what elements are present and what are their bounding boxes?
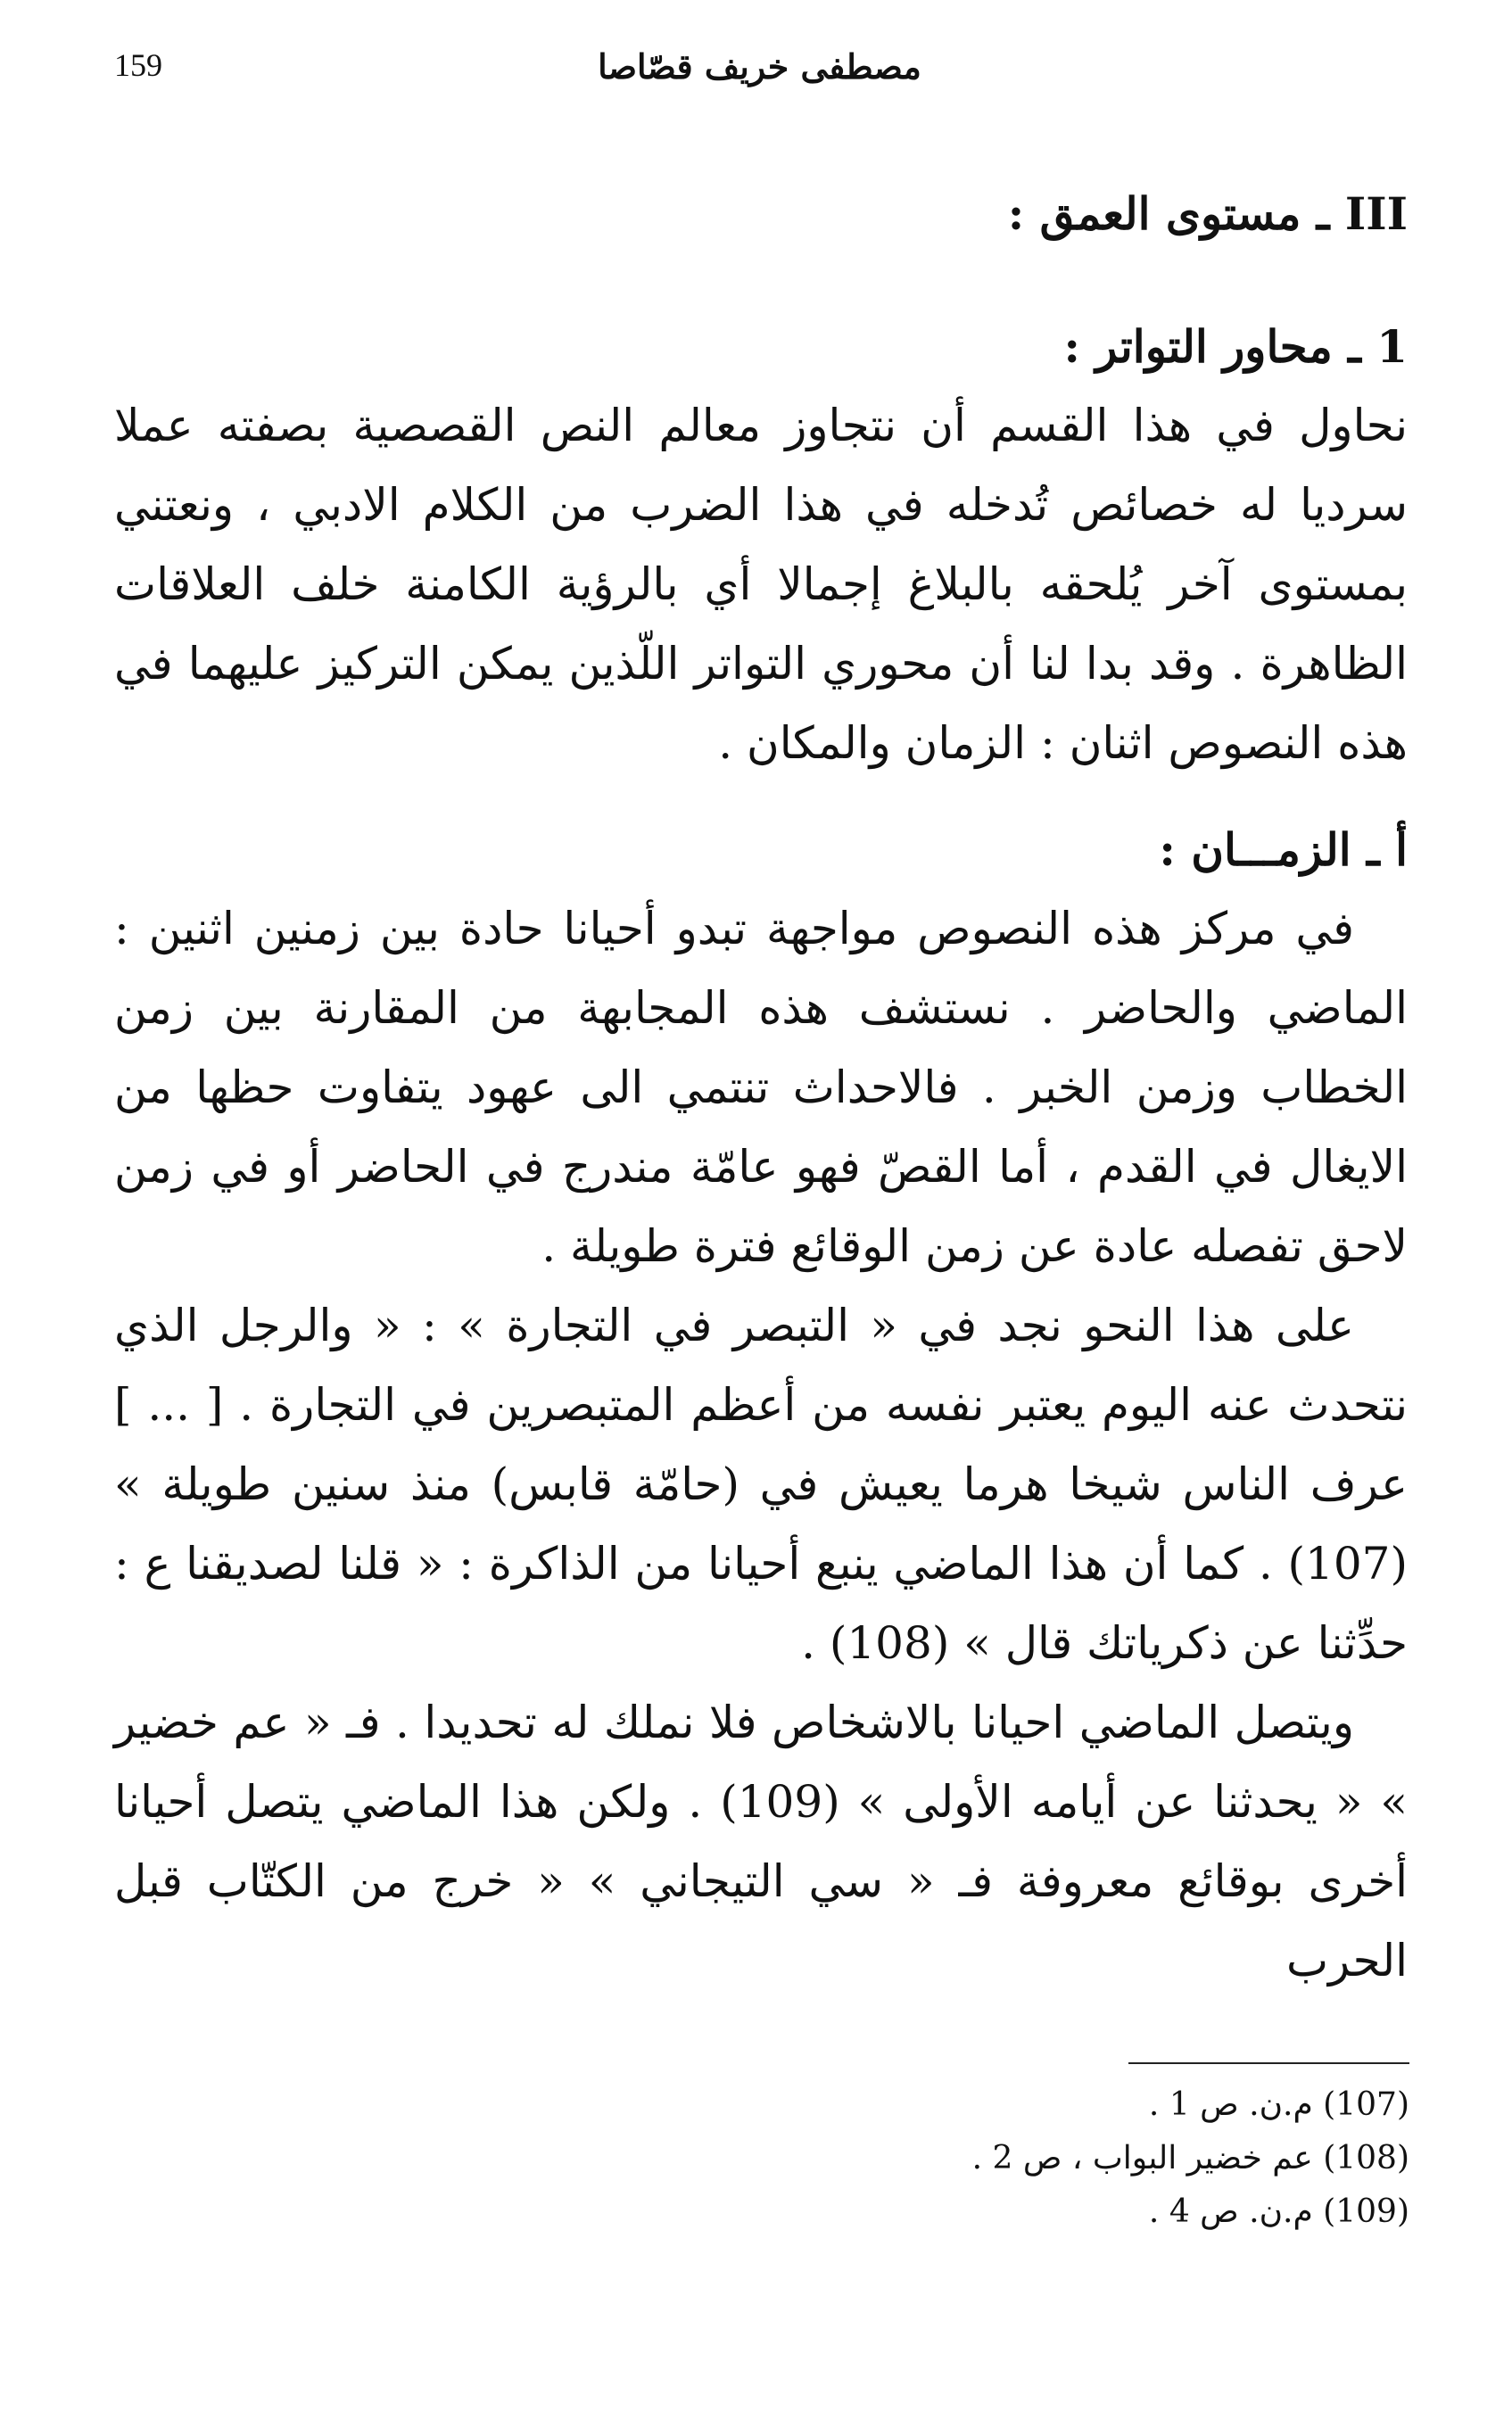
time-subheading: أ ـ الزمـــان :: [1159, 823, 1408, 876]
paragraph: على هذا النحو نجد في « التبصر في التجارة » : « والرجل الذي نتحدث عنه اليوم يعتبر نفسه من أعظم المتبصرين في التجارة . [ ... ] عرف الناس شيخا هرما يعيش في (حامّة قابس) منذ سنين طويلة » (107) . كما أن هذا الماضي ينبع أحيانا من الذاكرة : « قلنا لصديقنا ع : حدِّثنا عن ذكرياتك قال » (108) .: [114, 1300, 1408, 1669]
footnote: (108) عم خضير البواب ، ص 2 .: [971, 2140, 1409, 2176]
footnotes: [624, 2078, 1409, 2239]
subsection-heading: 1 ـ محاور التواتر :: [1063, 320, 1408, 373]
page-number: 159: [114, 47, 162, 83]
paragraph: ويتصل الماضي احيانا بالاشخاص فلا نملك له تحديدا . فـ « عم خضير » « يحدثنا عن أيامه الأولى » (109) . ولكن هذا الماضي يتصل أحيانا أخرى بوقائع معروفة فـ « سي التيجاني » « خرج من الكتّاب قبل الحرب: [114, 1697, 1408, 1986]
running-header: [114, 46, 1405, 100]
body-text: [114, 174, 1408, 2001]
paragraph: في مركز هذه النصوص مواجهة تبدو أحيانا حادة بين زمنين اثنين : الماضي والحاضر . نستشف هذه المجابهة من المقارنة بين زمن الخطاب وزمن الخبر . فالاحداث تنتمي الى عهود يتفاوت حظها من الايغال في القدم ، أما القصّ فهو عامّة مندرج في الحاضر أو في زمن لاحق تفصله عادة عن زمن الوقائع فترة طويلة .: [114, 903, 1408, 1272]
section-heading: III ـ مستوى العمق :: [1007, 187, 1408, 240]
footnote-divider: [1128, 2062, 1409, 2064]
footnote: (109) م.ن. ص 4 .: [1148, 2193, 1409, 2230]
intro-paragraph: نحاول في هذا القسم أن نتجاوز معالم النص القصصية بصفته عملا سرديا له خصائص تُدخله في هذا الضرب من الكلام الادبي ، ونعتني بمستوى آخر يُلحقه بالبلاغ إجمالا أي بالرؤية الكامنة خلف العلاقات الظاهرة . وقد بدا لنا أن محوري التواتر اللّذين يمكن التركيز عليهما في هذه النصوص اثنان : الزمان والمكان .: [114, 400, 1408, 769]
running-title: مصطفى خريف قصّاصا: [598, 46, 921, 87]
footnote: (107) م.ن. ص 1 .: [1148, 2086, 1409, 2123]
